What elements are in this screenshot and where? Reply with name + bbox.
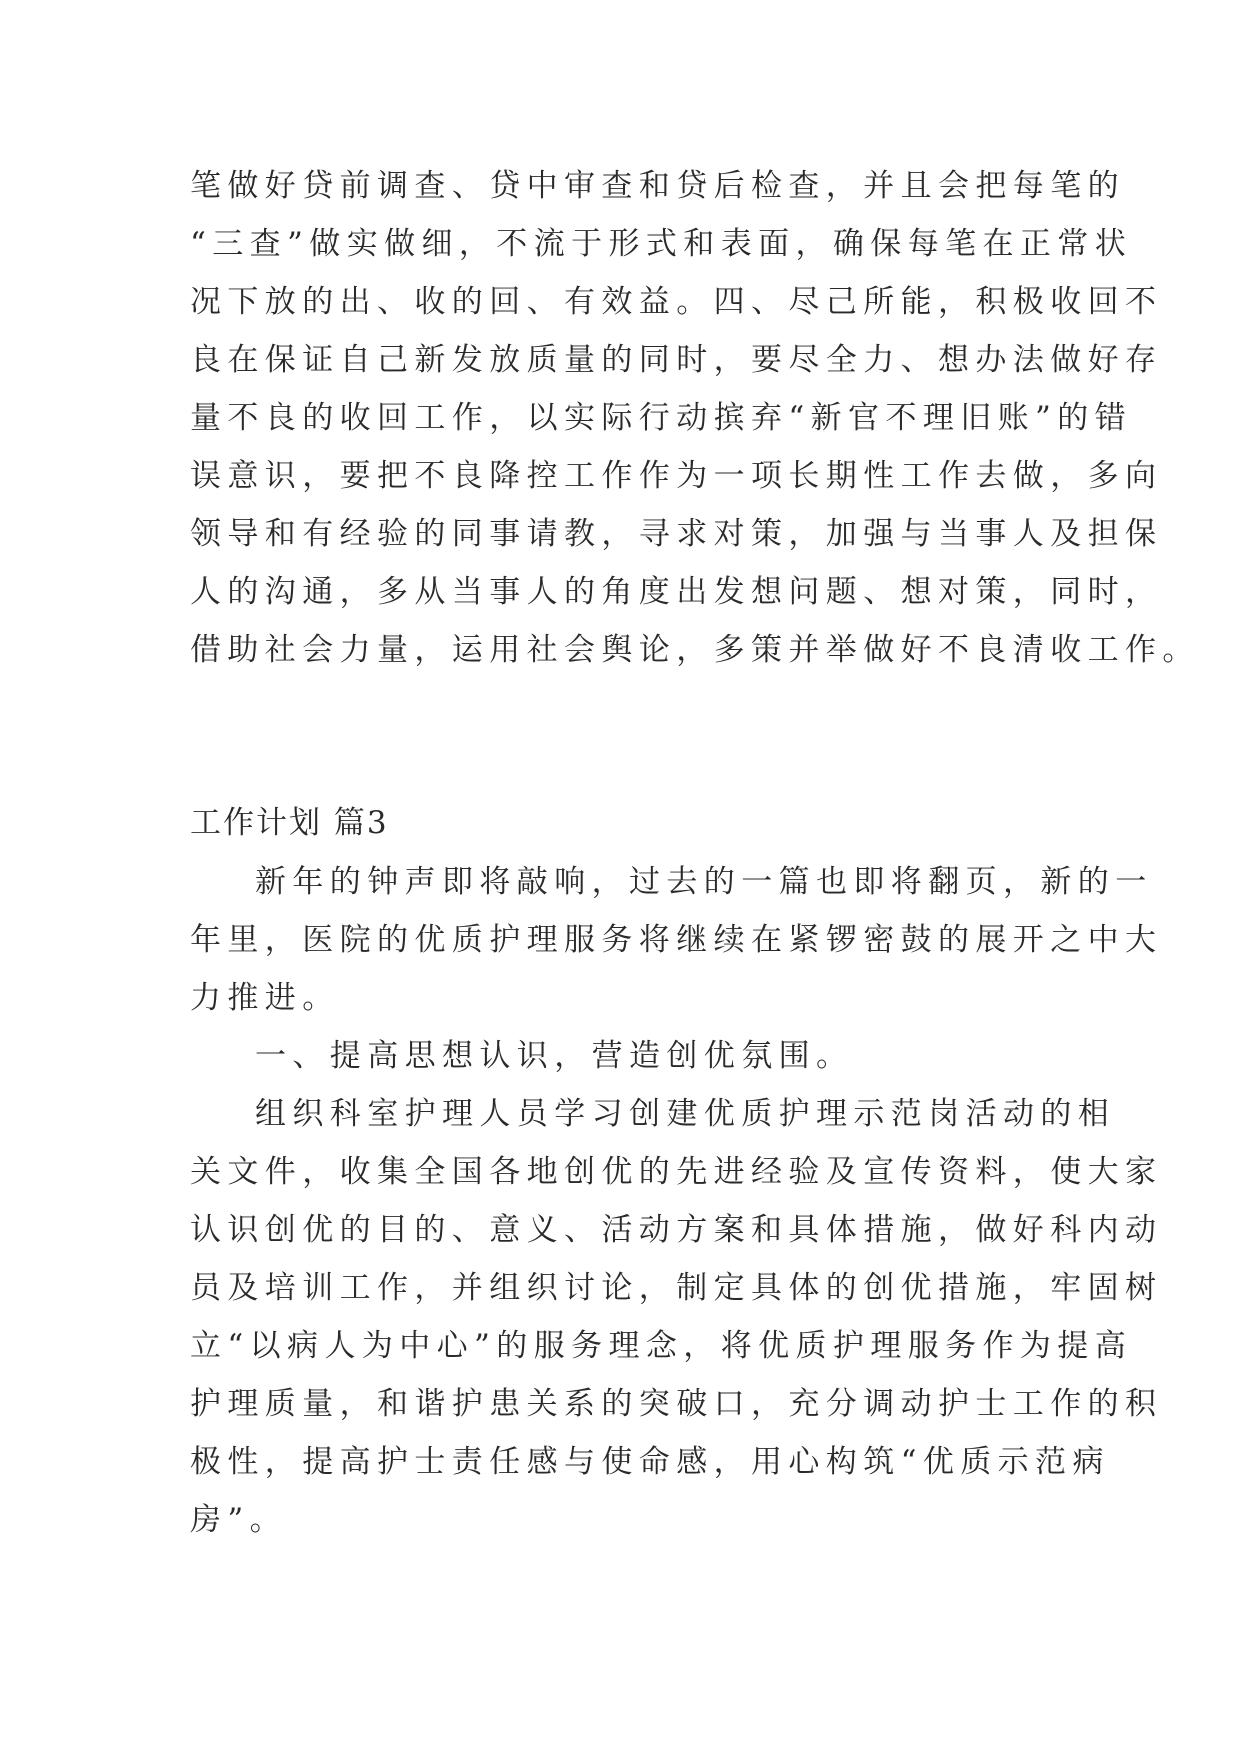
prev-paragraph-line: 误意识，要把不良降控工作作为一项长期性工作去做，多向 [190, 458, 1163, 494]
body-paragraph-line: 房”。 [190, 1502, 288, 1538]
body-paragraph-line: 组织科室护理人员学习创建优质护理示范岗活动的相 [255, 1096, 1116, 1132]
body-paragraph-line: 关文件，收集全国各地创优的先进经验及宣传资料，使大家 [190, 1154, 1163, 1190]
prev-paragraph-line: “三查”做实做细，不流于形式和表面，确保每笔在正常状 [190, 226, 1133, 262]
body-paragraph-line: 极性，提高护士责任感与使命感，用心构筑“优质示范病 [190, 1444, 1110, 1480]
body-paragraph-line: 立“以病人为中心”的服务理念，将优质护理服务作为提高 [190, 1328, 1133, 1364]
prev-paragraph-line: 人的沟通，多从当事人的角度出发想问题、想对策，同时， [190, 574, 1163, 610]
prev-paragraph-line: 借助社会力量，运用社会舆论，多策并举做好不良清收工作。 [190, 632, 1200, 668]
intro-paragraph-line: 新年的钟声即将敲响，过去的一篇也即将翻页，新的一 [255, 864, 1153, 900]
body-paragraph-line: 认识创优的目的、意义、活动方案和具体措施，做好科内动 [190, 1212, 1163, 1248]
body-paragraph-line: 员及培训工作，并组织讨论，制定具体的创优措施，牢固树 [190, 1270, 1163, 1306]
prev-paragraph-line: 笔做好贷前调查、贷中审查和贷后检查，并且会把每笔的 [190, 168, 1125, 204]
prev-paragraph-line: 况下放的出、收的回、有效益。四、尽己所能，积极收回不 [190, 284, 1163, 320]
intro-paragraph-line: 力推进。 [190, 980, 340, 1016]
prev-paragraph-line: 良在保证自己新发放质量的同时，要尽全力、想办法做好存 [190, 342, 1163, 378]
section-title: 工作计划 篇3 [190, 805, 389, 841]
prev-paragraph-line: 领导和有经验的同事请教，寻求对策，加强与当事人及担保 [190, 516, 1163, 552]
prev-paragraph-line: 量不良的收回工作，以实际行动摈弃“新官不理旧账”的错 [190, 400, 1133, 436]
intro-paragraph-line: 年里，医院的优质护理服务将继续在紧锣密鼓的展开之中大 [190, 922, 1163, 958]
body-paragraph-line: 护理质量，和谐护患关系的突破口，充分调动护士工作的积 [190, 1386, 1163, 1422]
subheading: 一、提高思想认识，营造创优氛围。 [255, 1038, 854, 1074]
